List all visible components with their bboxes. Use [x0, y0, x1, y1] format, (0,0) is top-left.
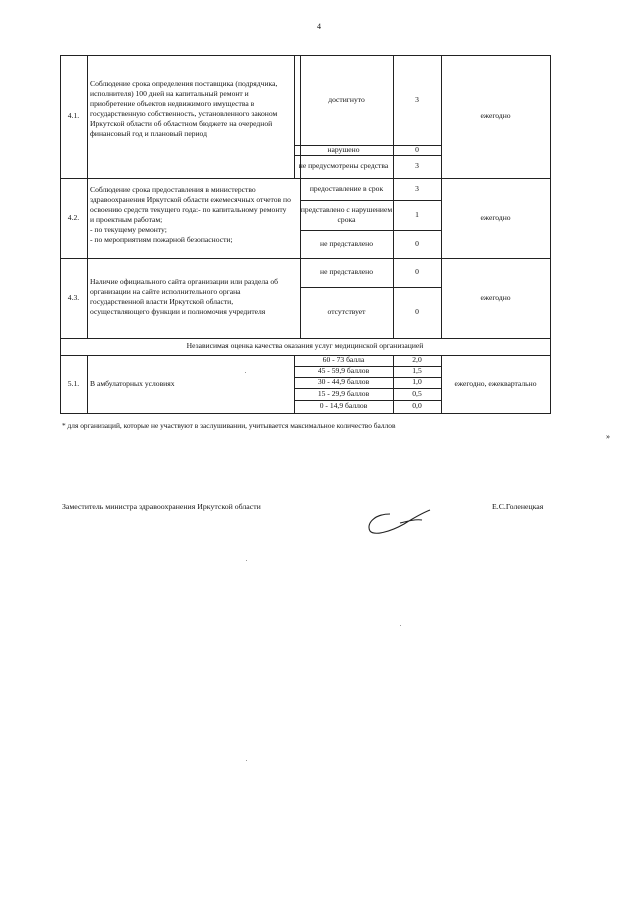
closing-quote: » — [606, 432, 610, 441]
row-description: Наличие официального сайта организации или раздела об организации на сайте исполнительного органа государственной власти Иркутской области, осуществляющего функции и полномочия учредителя — [90, 277, 279, 317]
row-description: Соблюдение срока определения поставщика (подрядчика, исполнителя) 100 дней на капитальный ремонт и приобретение объектов недвижимого имущества в государственную собственность, установленного законом Иркутской области об областном бюджете на очередной финансовый год и плановый период — [90, 79, 278, 139]
criterion-label: 30 - 44,9 баллов — [317, 377, 370, 387]
criterion-label: 45 - 59,9 баллов — [317, 366, 370, 376]
row-number: 4.1. — [67, 111, 80, 121]
row-description: В амбулаторных условиях — [90, 379, 175, 388]
criterion-score: 0 — [415, 307, 419, 317]
row-number: 5.1. — [67, 378, 80, 388]
row-number: 4.2. — [67, 212, 80, 222]
footnote: * для организаций, которые не участвуют в заслушивании, учитывается максимальное количество баллов — [62, 421, 396, 430]
signature-image — [360, 504, 440, 538]
criterion-label: не представлено — [320, 238, 373, 248]
criterion-label: представлено с нарушением срока — [300, 204, 393, 224]
criterion-label: 0 - 14,9 баллов — [319, 401, 368, 411]
signatory-position: Заместитель министра здравоохранения Иркутской области — [62, 502, 261, 511]
criterion-label: нарушено — [327, 145, 360, 154]
criterion-score: 0,5 — [412, 388, 422, 398]
criterion-label: предоставление в срок — [309, 183, 384, 193]
criterion-score: 0,0 — [412, 401, 422, 411]
row-description — [90, 185, 292, 245]
page-number: 4 — [317, 22, 321, 31]
section-title: Независимая оценка качества оказания услуг медицинской организацией — [186, 341, 424, 351]
criterion-label: 60 - 73 балла — [322, 355, 365, 365]
criterion-score: 1,5 — [412, 366, 422, 376]
criterion-score: 0 — [415, 145, 419, 154]
criterion-label: 15 - 29,9 баллов — [317, 388, 370, 398]
description-line: - по текущему ремонту; — [90, 225, 167, 235]
description-line: Соблюдение срока предоставления в министерство здравоохранения Иркутской области ежемесячных отчетов по освоению средств текущего года:- по капитальному ремонту и проектным работам; — [90, 185, 291, 225]
description-line: - по мероприятиям пожарной безопасности; — [90, 235, 233, 245]
criterion-label: не предусмотрены средства — [298, 161, 389, 171]
criterion-score: 0 — [415, 238, 419, 248]
row-number: 4.3. — [67, 292, 80, 302]
criterion-label: не представлено — [320, 267, 373, 277]
criterion-score: 2,0 — [412, 355, 422, 365]
criterion-score: 3 — [415, 94, 419, 104]
criterion-score: 0 — [415, 267, 419, 277]
period: ежегодно — [480, 292, 511, 302]
criterion-score: 3 — [415, 161, 419, 171]
criterion-label: отсутствует — [327, 307, 366, 317]
criterion-score: 1,0 — [412, 377, 422, 387]
signatory-name: Е.С.Голенецкая — [492, 502, 544, 511]
criterion-score: 3 — [415, 183, 419, 193]
period: ежегодно, ежеквартально — [454, 378, 537, 388]
criterion-label: достигнуто — [328, 94, 365, 104]
period: ежегодно — [480, 212, 511, 222]
period: ежегодно — [480, 111, 511, 121]
criterion-score: 1 — [415, 209, 419, 219]
